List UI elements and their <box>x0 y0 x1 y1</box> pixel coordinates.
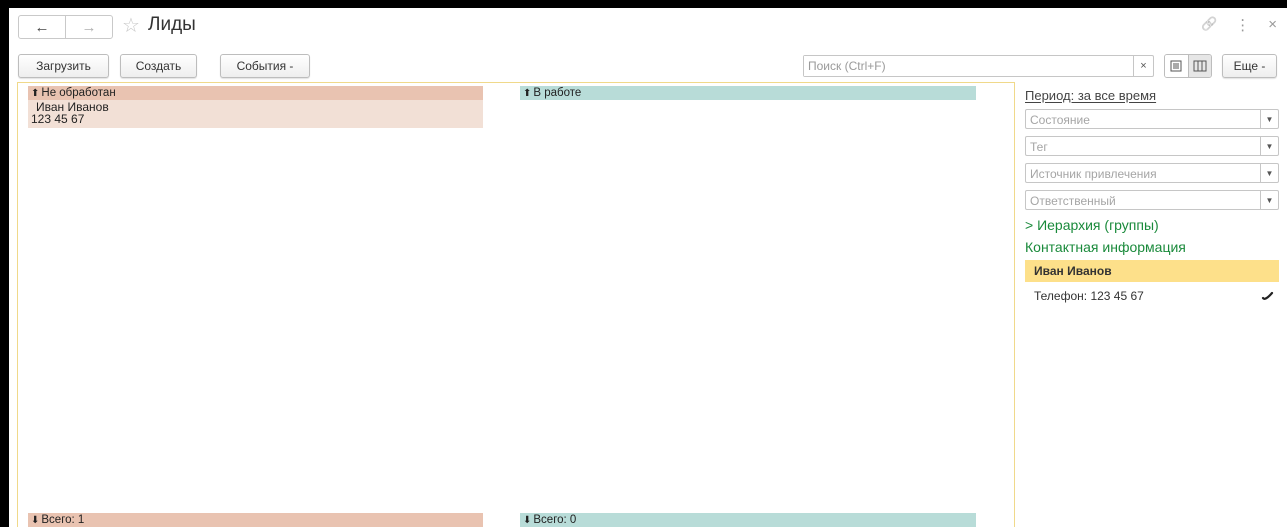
sort-down-icon: ⬇ <box>523 514 532 526</box>
main-window <box>9 8 1287 527</box>
chevron-down-icon[interactable]: ▼ <box>1260 110 1278 128</box>
column-footer-label: Всего: 1 <box>41 514 85 526</box>
column-footer-label: Всего: 0 <box>533 514 577 526</box>
search-input[interactable] <box>804 56 1114 76</box>
tag-filter-placeholder: Тег <box>1030 140 1048 154</box>
period-link[interactable]: Период: за все время <box>1025 88 1157 103</box>
list-view-icon[interactable] <box>1165 55 1188 77</box>
sort-down-icon: ⬇ <box>31 514 40 526</box>
source-filter[interactable] <box>1025 163 1279 183</box>
state-filter-placeholder: Состояние <box>1030 113 1090 127</box>
view-toggle <box>1164 54 1212 78</box>
contact-phone-text: Телефон: 123 45 67 <box>1034 289 1144 303</box>
phone-icon[interactable] <box>1261 289 1274 305</box>
contact-phone-row <box>1034 289 1274 303</box>
navigation-group <box>18 15 113 39</box>
chevron-down-icon[interactable]: ▼ <box>1260 164 1278 182</box>
page-title: Лиды <box>148 14 196 35</box>
column-header-new[interactable] <box>28 86 483 100</box>
lead-card-name: Иван Иванов <box>36 100 109 114</box>
load-button[interactable]: Загрузить <box>18 54 109 78</box>
column-header-in-work[interactable] <box>520 86 976 100</box>
contact-info-heading: Контактная информация <box>1025 239 1186 255</box>
lead-card[interactable] <box>28 100 483 128</box>
chevron-down-icon[interactable]: ▼ <box>1260 137 1278 155</box>
responsible-filter[interactable] <box>1025 190 1279 210</box>
chevron-down-icon[interactable]: ▼ <box>1260 191 1278 209</box>
column-header-label: Не обработан <box>41 87 116 99</box>
link-icon[interactable]: 🔗 <box>1201 16 1218 31</box>
contact-name-row[interactable]: Иван Иванов <box>1025 260 1279 282</box>
more-actions-icon[interactable]: ⋮ <box>1235 17 1251 34</box>
column-header-label: В работе <box>533 87 582 99</box>
events-dropdown-button[interactable]: События - <box>220 54 310 78</box>
favorite-star-icon[interactable]: ☆ <box>122 15 140 37</box>
forward-button[interactable]: → <box>65 16 112 38</box>
title-actions <box>1201 16 1277 34</box>
close-icon[interactable]: × <box>1268 16 1277 33</box>
create-button[interactable]: Создать <box>120 54 197 78</box>
search-field <box>803 55 1154 77</box>
title-bar <box>9 8 1287 44</box>
hierarchy-toggle[interactable]: > Иерархия (группы) <box>1025 217 1159 233</box>
back-button[interactable]: ← <box>34 18 50 36</box>
column-footer-in-work <box>520 513 976 527</box>
state-filter[interactable] <box>1025 109 1279 129</box>
kanban-board <box>17 82 1015 527</box>
more-button[interactable]: Еще - <box>1222 54 1277 78</box>
sort-up-icon: ⬆ <box>31 87 40 99</box>
sort-up-icon: ⬆ <box>523 87 532 99</box>
tag-filter[interactable] <box>1025 136 1279 156</box>
responsible-filter-placeholder: Ответственный <box>1030 194 1116 208</box>
kanban-view-icon[interactable] <box>1188 55 1212 77</box>
source-filter-placeholder: Источник привлечения <box>1030 167 1157 181</box>
column-footer-new <box>28 513 483 527</box>
lead-card-phone: 123 45 67 <box>31 112 85 126</box>
clear-search-icon[interactable]: × <box>1133 56 1153 76</box>
